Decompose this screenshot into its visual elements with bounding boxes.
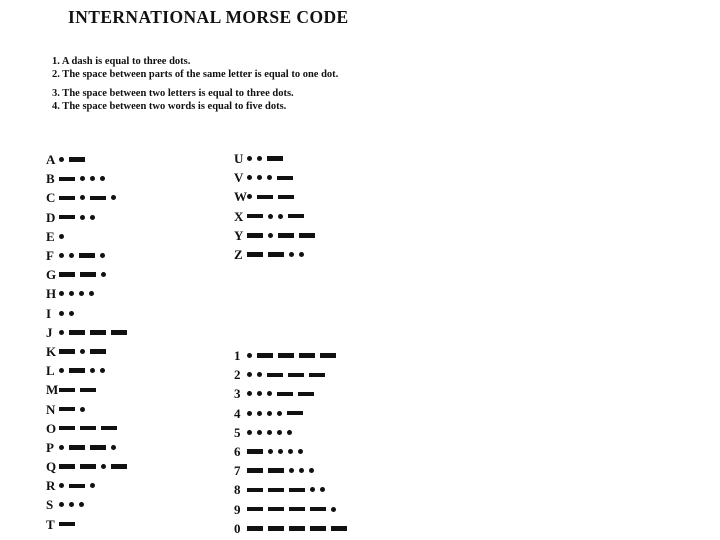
morse-dash [59,426,75,431]
morse-dash [247,214,263,219]
morse-dash [289,488,305,493]
morse-dash [268,488,284,493]
morse-row [46,438,132,457]
morse-dot [289,252,294,257]
morse-dot [257,391,262,396]
morse-signs [247,252,309,257]
morse-dash [257,195,273,200]
morse-dash [267,373,283,378]
morse-dot [309,468,314,473]
morse-dash [247,252,263,257]
morse-character: J [46,324,53,340]
morse-dot [288,449,293,454]
morse-signs [59,483,100,488]
morse-dash [247,468,263,473]
morse-dot [298,449,303,454]
morse-dash [331,526,347,531]
rule-item: 3. The space between two letters is equal to three dots. [52,88,294,99]
morse-character: B [46,171,55,187]
morse-character: 5 [234,424,241,440]
morse-dash [310,526,326,531]
morse-dash [278,195,294,200]
morse-dot [268,449,273,454]
morse-dot [247,372,252,377]
morse-dash [320,353,336,358]
letters-column-a-to-t [46,150,132,534]
morse-character: 4 [234,405,241,421]
morse-dot [247,194,252,199]
morse-dash [80,272,96,277]
morse-row [234,480,352,499]
morse-row [46,495,132,514]
morse-dot [89,291,94,296]
morse-dash [90,196,106,201]
morse-dash [80,464,96,469]
morse-dash [247,449,263,454]
morse-dash [247,507,263,512]
morse-dot [59,253,64,258]
morse-dash [289,526,305,531]
morse-signs [59,330,132,335]
morse-dash [59,522,75,527]
morse-row [46,380,132,399]
morse-row [46,399,132,418]
morse-character: 6 [234,444,241,460]
morse-dash [288,373,304,378]
morse-character: V [234,170,244,186]
morse-dash [257,353,273,358]
rule-item: 4. The space between two words is equal to five dots. [52,100,287,112]
morse-row [234,187,320,206]
morse-dot [247,411,252,416]
morse-row [234,346,352,365]
morse-dot [79,502,84,507]
morse-character: 0 [234,520,241,536]
morse-row [234,207,320,226]
morse-character: G [46,267,57,283]
morse-dot [278,214,283,219]
morse-dash [268,526,284,531]
morse-dash [268,252,284,257]
morse-dash [247,526,263,531]
morse-dash [59,407,75,412]
morse-row [234,423,352,442]
morse-signs [247,526,352,531]
morse-character: R [46,478,56,494]
morse-dot [278,449,283,454]
digits-column [234,346,352,538]
morse-dot [80,407,85,412]
morse-dot [257,156,262,161]
morse-row [234,226,320,245]
morse-character: O [46,420,57,436]
morse-dot [310,487,315,492]
morse-signs [247,391,319,396]
morse-dot [101,272,106,277]
morse-dash [69,330,85,335]
morse-dot [268,214,273,219]
morse-dot [257,175,262,180]
morse-dash [278,233,294,238]
morse-character: 7 [234,463,241,479]
morse-dash [101,426,117,431]
morse-row [46,188,132,207]
morse-dash [69,445,85,450]
morse-dash [80,388,96,393]
morse-dash [277,392,293,397]
morse-dot [100,253,105,258]
morse-character: E [46,228,55,244]
morse-dot [267,430,272,435]
morse-dash [59,215,75,220]
morse-dash [310,507,326,512]
morse-dash [309,373,325,378]
morse-character: X [234,208,244,224]
morse-dot [69,311,74,316]
morse-dot [100,176,105,181]
morse-row [234,245,320,264]
morse-signs [247,449,308,454]
morse-dot [247,430,252,435]
morse-character: Q [46,459,57,475]
morse-dot [90,368,95,373]
morse-dot [268,233,273,238]
morse-dash [277,176,293,181]
morse-row [46,476,132,495]
letters-column-u-to-z [234,149,320,264]
morse-dash [278,353,294,358]
morse-dash [289,507,305,512]
morse-signs [59,215,100,220]
morse-dash [90,330,106,335]
morse-signs [247,468,319,473]
morse-dot [90,176,95,181]
morse-row [234,384,352,403]
morse-row [46,419,132,438]
morse-dot [111,195,116,200]
morse-signs [247,411,308,416]
morse-character: 9 [234,501,241,517]
morse-signs [247,175,298,180]
morse-signs [247,194,299,199]
morse-dot [59,311,64,316]
morse-signs [59,368,110,373]
morse-dot [247,175,252,180]
morse-row [234,168,320,187]
morse-dash [298,392,314,397]
morse-signs [247,353,341,358]
morse-character: S [46,497,54,513]
morse-character: A [46,152,56,168]
morse-dot [59,234,64,239]
morse-signs [247,507,341,512]
morse-dot [101,464,106,469]
morse-signs [59,502,89,507]
morse-row [46,169,132,188]
morse-dash [247,488,263,493]
morse-dash [287,411,303,416]
morse-character: W [234,189,247,205]
morse-dot [267,411,272,416]
morse-row [46,361,132,380]
morse-character: U [234,151,244,167]
rule-item: 2. The space between parts of the same letter is equal to one dot. [52,68,339,80]
morse-signs [247,430,297,435]
morse-character: Y [234,227,244,243]
morse-signs [247,233,320,238]
morse-signs [59,407,90,412]
morse-character: I [46,305,52,321]
morse-dot [90,483,95,488]
morse-row [46,150,132,169]
morse-dash [111,464,127,469]
morse-row [46,323,132,342]
morse-dot [257,430,262,435]
morse-character: P [46,439,54,455]
morse-signs [59,445,121,450]
morse-dot [257,372,262,377]
morse-dash [69,157,85,162]
morse-row [46,515,132,534]
morse-dot [299,468,304,473]
rules-list [52,56,338,113]
morse-dash [59,177,75,182]
morse-row [46,457,132,476]
morse-dot [289,468,294,473]
morse-dot [277,411,282,416]
morse-character: N [46,401,56,417]
morse-dot [247,391,252,396]
morse-dot [59,157,64,162]
morse-row [46,284,132,303]
morse-character: L [46,363,55,379]
morse-signs [59,291,99,296]
morse-dot [267,391,272,396]
morse-signs [247,372,330,377]
morse-character: 3 [234,386,241,402]
morse-signs [247,487,330,492]
morse-dot [59,368,64,373]
morse-dash [299,233,315,238]
morse-signs [59,195,121,200]
morse-dash [267,156,283,161]
morse-dot [69,502,74,507]
morse-row [234,442,352,461]
rule-item: 1. A dash is equal to three dots. [52,56,191,67]
morse-signs [59,272,111,277]
morse-dash [59,349,75,354]
morse-row [234,149,320,168]
morse-dot [111,445,116,450]
morse-signs [59,176,110,181]
morse-row [234,461,352,480]
morse-dash [79,253,95,258]
morse-dash [59,196,75,201]
morse-row [234,404,352,423]
morse-row [46,304,132,323]
morse-character: K [46,343,57,359]
morse-character: 1 [234,348,241,364]
morse-dot [247,353,252,358]
morse-dot [257,411,262,416]
morse-dot [69,291,74,296]
morse-dot [80,349,85,354]
morse-signs [59,388,101,393]
morse-character: 8 [234,482,241,498]
morse-signs [247,214,309,219]
morse-character: Z [234,247,243,263]
morse-character: M [46,382,59,398]
morse-signs [59,157,90,162]
morse-dot [59,330,64,335]
morse-dot [277,430,282,435]
morse-dot [80,195,85,200]
morse-dash [268,468,284,473]
morse-dash [247,233,263,238]
morse-character: T [46,516,55,532]
morse-dash [299,353,315,358]
morse-row [234,500,352,519]
morse-dot [267,175,272,180]
morse-dot [287,430,292,435]
morse-signs [59,253,110,258]
morse-dot [69,253,74,258]
morse-signs [59,426,122,431]
morse-dot [59,445,64,450]
morse-dot [80,176,85,181]
morse-dot [299,252,304,257]
morse-dot [247,156,252,161]
morse-dash [268,507,284,512]
morse-row [46,208,132,227]
morse-dash [111,330,127,335]
morse-dash [90,349,106,354]
morse-signs [59,234,69,239]
morse-dash [59,388,75,393]
morse-signs [59,522,80,527]
morse-character: C [46,190,56,206]
morse-row [46,342,132,361]
morse-signs [59,311,79,316]
morse-dash [90,445,106,450]
morse-dot [59,291,64,296]
morse-row [46,227,132,246]
morse-dash [288,214,304,219]
morse-dot [100,368,105,373]
morse-dot [331,507,336,512]
morse-character: H [46,286,57,302]
morse-dot [59,502,64,507]
morse-dash [69,484,85,489]
page-title: INTERNATIONAL MORSE CODE [68,7,349,27]
morse-signs [59,464,132,469]
morse-character: F [46,248,54,264]
morse-dot [320,487,325,492]
morse-character: 2 [234,367,241,383]
morse-signs [247,156,288,161]
morse-character: D [46,209,56,225]
morse-row [46,265,132,284]
morse-dot [59,483,64,488]
morse-dash [69,368,85,373]
morse-signs [59,349,111,354]
morse-row [234,519,352,538]
morse-dot [80,215,85,220]
morse-dash [59,272,75,277]
morse-dot [79,291,84,296]
morse-dash [80,426,96,431]
morse-dot [90,215,95,220]
morse-row [46,246,132,265]
morse-dash [59,464,75,469]
morse-row [234,365,352,384]
